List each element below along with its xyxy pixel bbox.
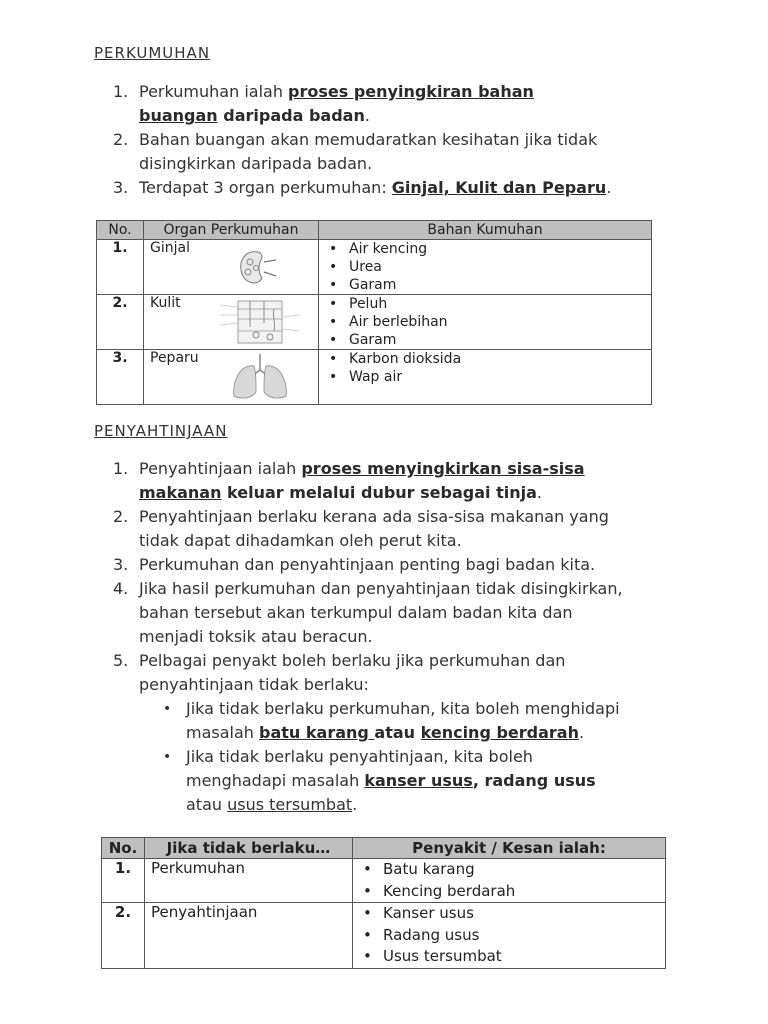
list-item: 5. Pelbagai penyakt boleh berlaku jika perkumuhan dan penyahtinjaan tidak berlaku: • Jika tidak berlaku perkumuhan, kita boleh menghidapi masalah batu karang atau kencing berdarah. • Jika tidak berlaku penyahtinjaan, kita boleh menghadapi masalah kanser usus, radang usus atau usus tersumbat. — [0, 649, 768, 817]
list-item: 1. Perkumuhan ialah proses penyingkiran bahan buangan daripada badan. — [113, 82, 534, 125]
table-header-row: No. Jika tidak berlaku… Penyakit / Kesan ialah: — [102, 838, 666, 859]
list-item: 2. Penyahtinjaan berlaku kerana ada sisa-sisa makanan yang tidak dapat dihadamkan oleh perut kita. — [113, 507, 609, 550]
sub-bullet: • Jika tidak berlaku penyahtinjaan, kita boleh menghadapi masalah kanser usus, radang usus atau usus tersumbat. — [163, 747, 596, 814]
excretion-organs-table — [96, 220, 652, 405]
kidney-icon — [236, 248, 280, 288]
sub-bullet: • Jika tidak berlaku perkumuhan, kita boleh menghidapi masalah batu karang atau kencing berdarah. — [163, 699, 620, 742]
table-row: 2. Kulit • Peluh • Air berlebihan • Garam — [97, 295, 652, 350]
disease-effects-table — [101, 837, 666, 969]
list-item: 3. Terdapat 3 organ perkumuhan: Ginjal, Kulit dan Peparu. — [113, 178, 612, 197]
list-item: 2. Bahan buangan akan memudaratkan kesihatan jika tidak disingkirkan daripada badan. — [113, 130, 598, 173]
skin-diagram-icon — [216, 297, 304, 347]
section-heading-perkumuhan: PERKUMUHAN — [94, 44, 211, 62]
table-row: 1. Ginjal • Air kencing • Urea • Garam — [97, 240, 652, 295]
section-heading-penyahtinjaan: PENYAHTINJAAN — [94, 422, 228, 440]
lungs-icon — [228, 352, 292, 402]
table-header-row: No. Organ Perkumuhan Bahan Kumuhan — [97, 221, 652, 240]
list-item: 3. Perkumuhan dan penyahtinjaan penting bagi badan kita. — [113, 555, 596, 574]
table-row: 1. Perkumuhan • Batu karang • Kencing berdarah — [102, 859, 666, 903]
list-item: 1. Penyahtinjaan ialah proses menyingkirkan sisa-sisa makanan keluar melalui dubur sebagai tinja. — [113, 459, 585, 502]
penyahtinjaan-list — [0, 457, 768, 817]
table-row: 2. Penyahtinjaan • Kanser usus • Radang usus • Usus tersumbat — [102, 903, 666, 969]
perkumuhan-list — [0, 80, 768, 200]
list-item: 4. Jika hasil perkumuhan dan penyahtinjaan tidak disingkirkan, bahan tersebut akan terkumpul dalam badan kita dan menjadi toksik atau beracun. — [113, 579, 623, 646]
table-row: 3. Peparu • Karbon dioksida • Wap air — [97, 350, 652, 405]
